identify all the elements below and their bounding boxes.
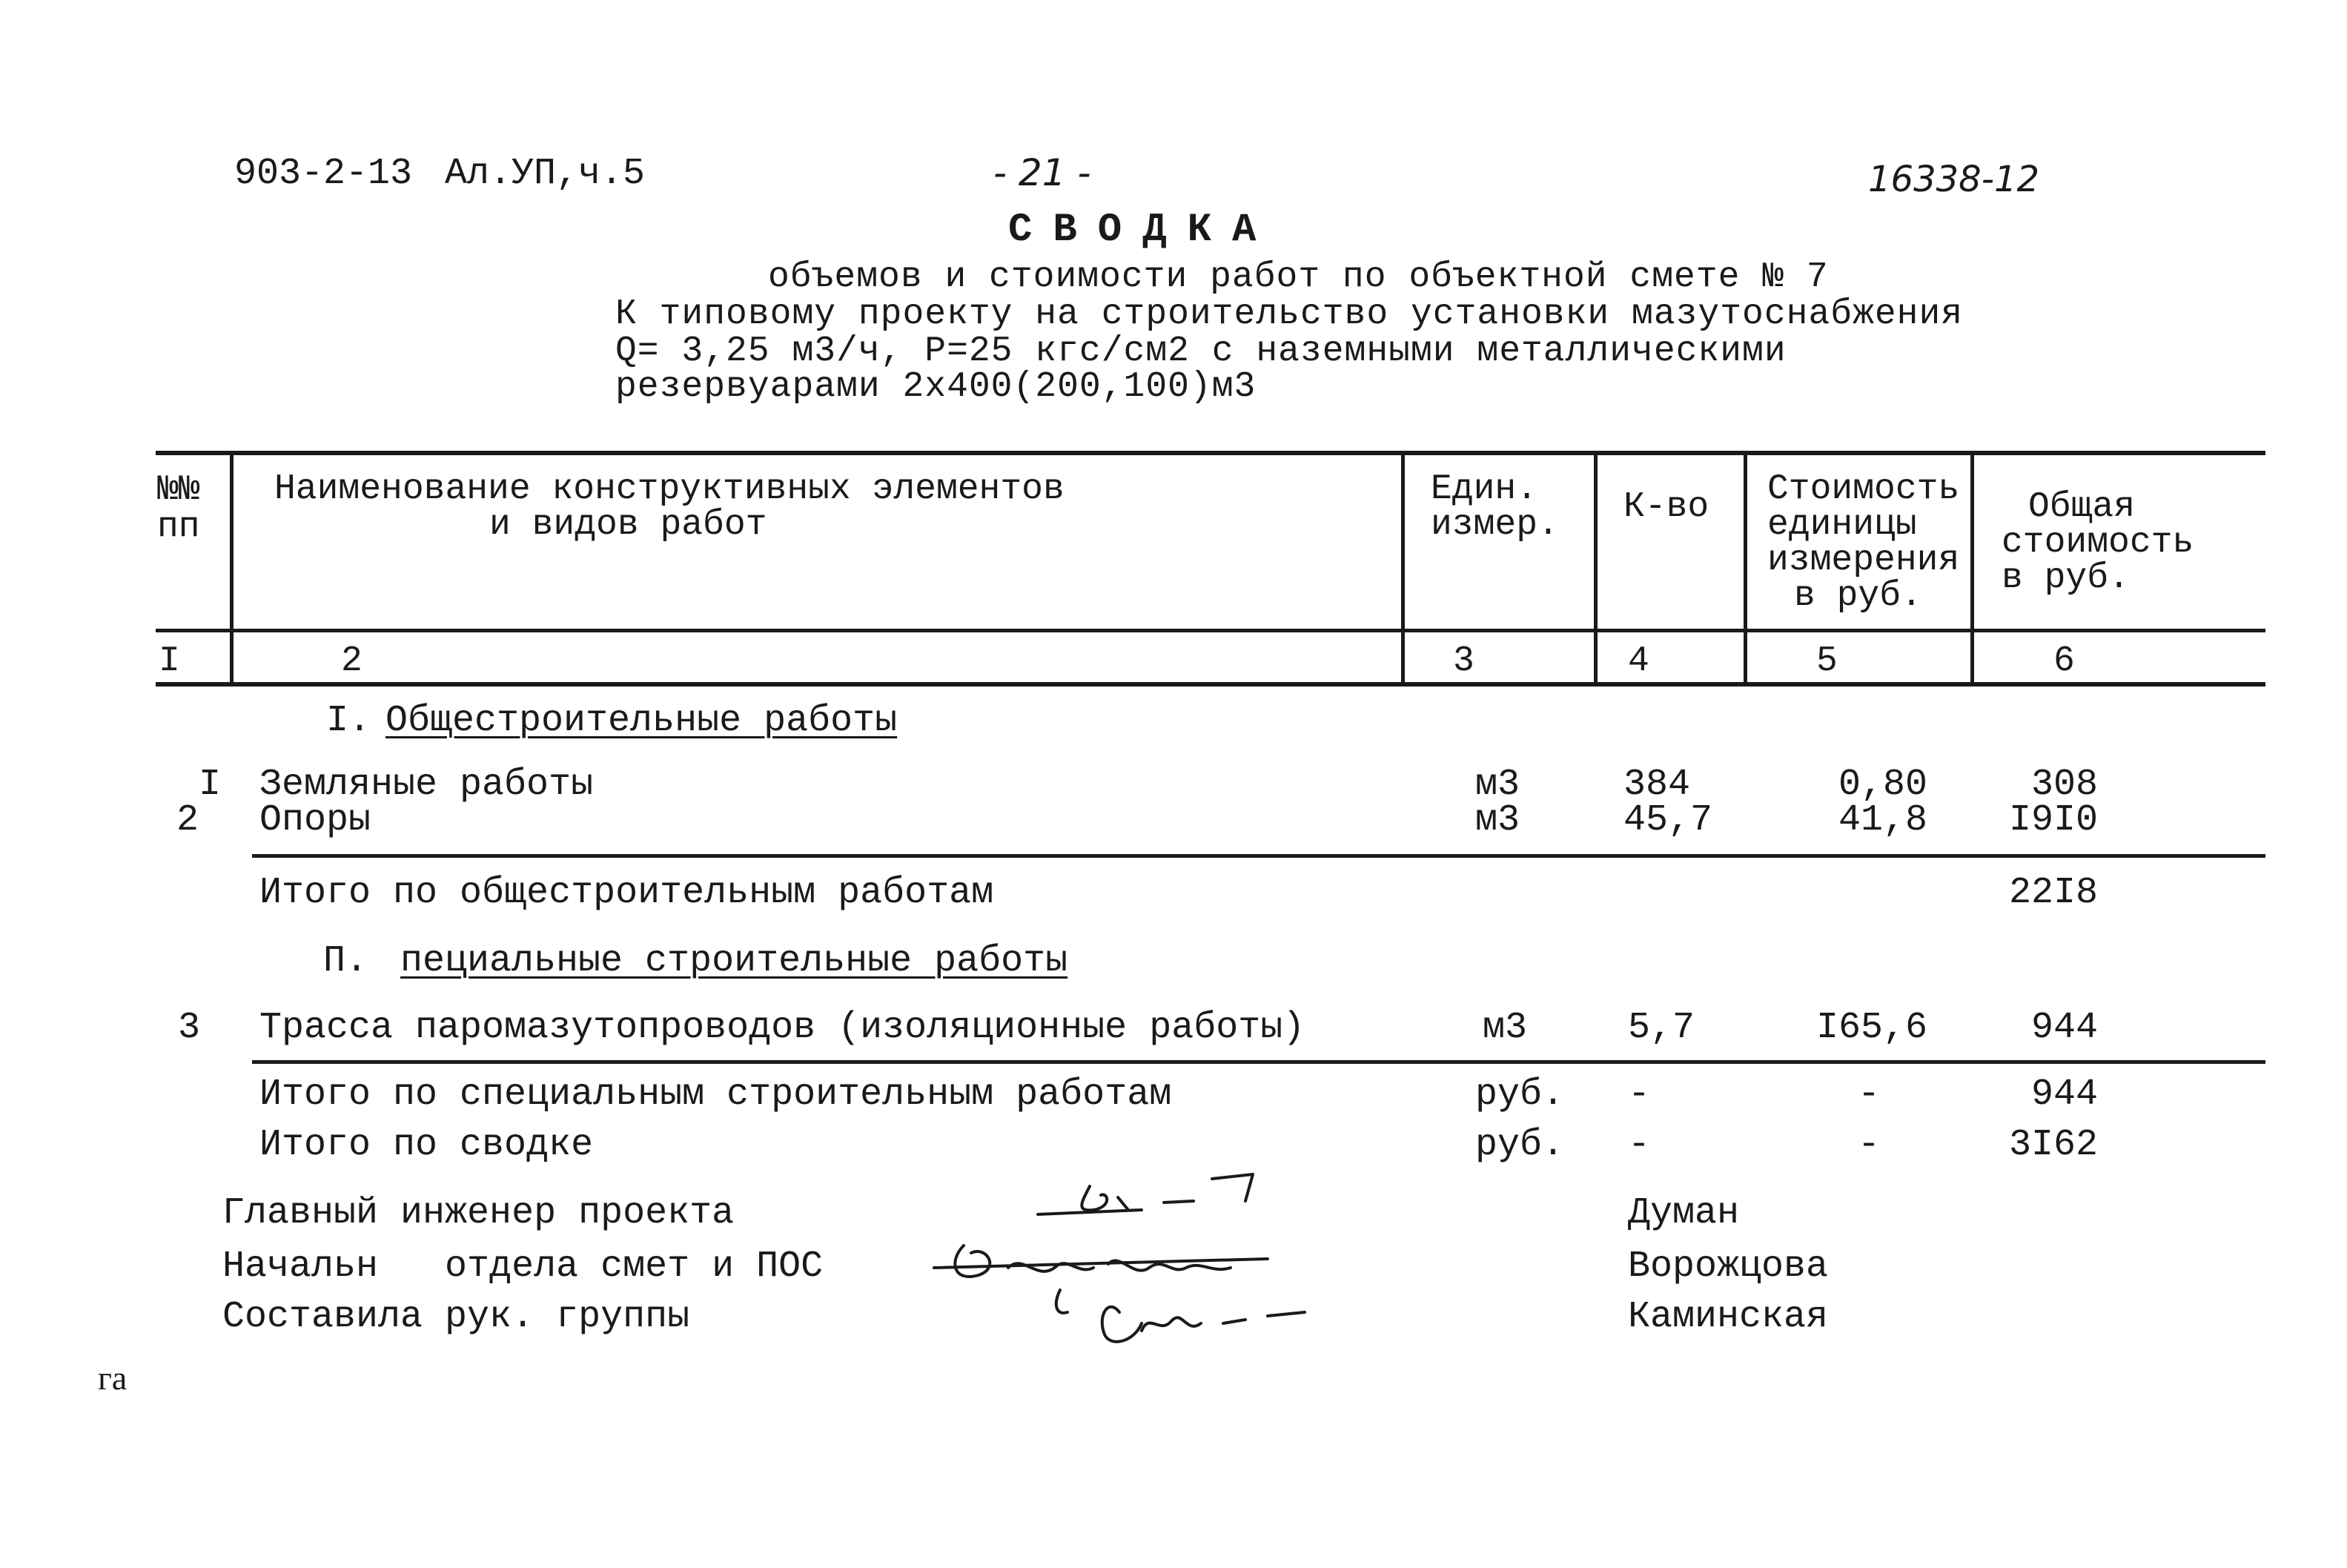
section-2-subtotal-unit: руб. bbox=[1475, 1074, 1565, 1116]
colnum-bottom-rule bbox=[156, 682, 2265, 687]
title-line-2: К типовому проекту на строительство установки мазутоснабжения bbox=[615, 294, 1964, 334]
header-col-total-1: Общая bbox=[2028, 487, 2136, 527]
row-3-name: Трасса паромазутопроводов (изоляционные работы) bbox=[259, 1007, 1305, 1049]
row-2-name: Опоры bbox=[259, 799, 371, 841]
header-col-price-4: в руб. bbox=[1794, 576, 1922, 616]
header-bottom-rule bbox=[156, 629, 2265, 632]
grand-total-unit: руб. bbox=[1475, 1124, 1565, 1166]
colnum-2: 2 bbox=[341, 641, 363, 681]
signature-name-1: Думан bbox=[1628, 1192, 1740, 1234]
section-1-subtotal-rule bbox=[252, 854, 2265, 858]
section-2-subtotal-qty: - bbox=[1628, 1074, 1651, 1116]
section-2-subtotal-rule bbox=[252, 1060, 2265, 1064]
signature-scribble-1 bbox=[1038, 1174, 1253, 1214]
row-2-total: I9I0 bbox=[2008, 799, 2098, 841]
page-number: - 21 - bbox=[993, 151, 1091, 194]
col-divider-2 bbox=[1401, 451, 1405, 682]
col-divider-5 bbox=[1970, 451, 1974, 682]
colnum-4: 4 bbox=[1628, 641, 1649, 681]
header-col-price-3: измерения bbox=[1767, 540, 1960, 580]
colnum-5: 5 bbox=[1816, 641, 1838, 681]
album-ref: Ал.УП,ч.5 bbox=[445, 153, 646, 195]
header-col-number bbox=[157, 472, 224, 546]
header-col-qty: К-во bbox=[1623, 487, 1709, 527]
signature-role-1: Главный инженер проекта bbox=[222, 1192, 735, 1234]
title-line-1: объемов и стоимости работ по объектной смете № 7 bbox=[768, 257, 1829, 297]
section-2-subtotal-price: - bbox=[1858, 1074, 1881, 1116]
signature-scribble-3 bbox=[1056, 1290, 1305, 1342]
row-2-unit: м3 bbox=[1475, 799, 1520, 841]
header-col-name-2: и видов работ bbox=[489, 505, 767, 545]
signature-role-2: Начальн отдела смет и ПОС bbox=[222, 1246, 824, 1288]
header-col-total-3: в руб. bbox=[2002, 558, 2130, 598]
colnum-6: 6 bbox=[2053, 641, 2075, 681]
colnum-1: I bbox=[159, 641, 180, 681]
section-2-subtotal-label: Итого по специальным строительным работам bbox=[259, 1074, 1172, 1116]
grand-total-qty: - bbox=[1628, 1124, 1651, 1166]
row-2-price: 41,8 bbox=[1838, 799, 1928, 841]
signature-scribble-2 bbox=[934, 1246, 1268, 1277]
signature-role-3: Составила рук. группы bbox=[222, 1296, 690, 1338]
header-col-number-text: №№ пп bbox=[157, 470, 200, 548]
section-2-number: П. bbox=[323, 940, 368, 982]
header-col-price-1: Стоимость bbox=[1767, 469, 1960, 509]
row-3-total: 944 bbox=[2030, 1007, 2098, 1049]
section-1-subtotal-label: Итого по общестроительным работам bbox=[259, 872, 994, 914]
row-1-name: Земляные работы bbox=[259, 764, 594, 806]
row-1-qty: 384 bbox=[1623, 764, 1691, 806]
doc-code: 903-2-13 bbox=[234, 153, 413, 195]
colnum-3: 3 bbox=[1453, 641, 1474, 681]
grand-total-value: 3I62 bbox=[2008, 1124, 2098, 1166]
inventory-number: 16338-12 bbox=[1868, 159, 2040, 200]
col-divider-1 bbox=[230, 451, 234, 682]
header-col-name-1: Наименование конструктивных элементов bbox=[274, 469, 1065, 509]
row-3-unit: м3 bbox=[1483, 1007, 1528, 1049]
signature-name-3: Каминская bbox=[1628, 1296, 1829, 1338]
row-1-total: 308 bbox=[2030, 764, 2098, 806]
header-col-unit-2: измер. bbox=[1431, 505, 1559, 545]
header-col-unit-1: Един. bbox=[1431, 469, 1538, 509]
title-line-4: резервуарами 2х400(200,100)м3 bbox=[615, 367, 1257, 407]
section-1-title: Общестроительные работы bbox=[385, 700, 898, 742]
section-2-subtotal-value: 944 bbox=[2030, 1074, 2098, 1116]
row-1-unit: м3 bbox=[1475, 764, 1520, 806]
row-1-price: 0,80 bbox=[1838, 764, 1928, 806]
header-col-price-2: единицы bbox=[1767, 505, 1917, 545]
title-line-3: Q= 3,25 м3/ч, Р=25 кгс/см2 с наземными металлическими bbox=[615, 331, 1787, 371]
handwritten-signatures bbox=[919, 1157, 1423, 1379]
row-3-qty: 5,7 bbox=[1628, 1007, 1695, 1049]
row-2-qty: 45,7 bbox=[1623, 799, 1713, 841]
section-1-subtotal-value: 22I8 bbox=[2008, 872, 2098, 914]
header-col-total-2: стоимость bbox=[2002, 523, 2194, 563]
table-top-rule bbox=[156, 451, 2265, 455]
grand-total-price: - bbox=[1858, 1124, 1881, 1166]
section-1-number: I. bbox=[326, 700, 371, 742]
signature-name-2: Ворожцова bbox=[1628, 1246, 1829, 1288]
document-title: СВОДКА bbox=[1008, 208, 1277, 253]
col-divider-3 bbox=[1594, 451, 1598, 682]
footer-mark: га bbox=[98, 1359, 128, 1397]
row-1-number: I bbox=[199, 764, 222, 806]
row-3-number: 3 bbox=[178, 1007, 201, 1049]
grand-total-label: Итого по сводке bbox=[259, 1124, 594, 1166]
row-2-number: 2 bbox=[176, 799, 199, 841]
section-2-title: пециальные строительные работы bbox=[400, 940, 1068, 982]
col-divider-4 bbox=[1744, 451, 1747, 682]
row-3-price: I65,6 bbox=[1815, 1007, 1927, 1049]
